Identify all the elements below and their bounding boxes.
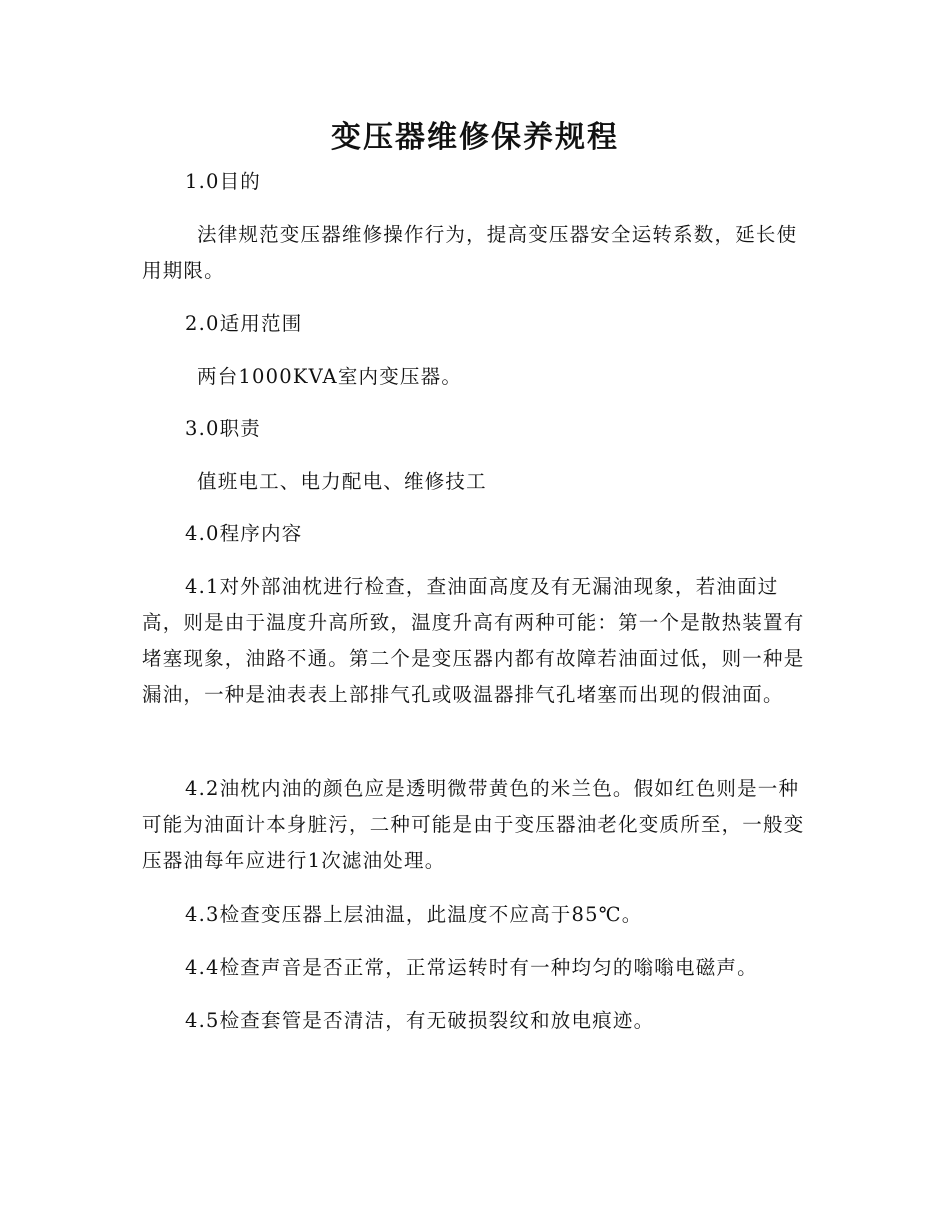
procedure-item-4-5: 4.5检查套管是否清洁，有无破损裂纹和放电痕迹。 [185,1009,655,1032]
section-body-responsibility: 值班电工、电力配电、维修技工 [197,470,487,493]
procedure-item-4-2: 4.2油枕内油的颜色应是透明微带黄色的米兰色。假如红色则是一种可能为油面计本身脏污，二种可能是由于变压器油老化变质所至，一般变压器油每年应进行1次滤油处理。 [142,777,805,872]
section-heading-scope: 2.0适用范围 [185,312,303,335]
procedure-item-4-3: 4.3检查变压器上层油温，此温度不应高于85℃。 [185,903,643,926]
procedure-item-4-1: 4.1对外部油枕进行检查，查油面高度及有无漏油现象，若油面过高，则是由于温度升高所致，温度升高有两种可能：第一个是散热装置有堵塞现象，油路不通。第二个是变压器内都有故障若油面过低，则一种是漏油，一种是油表表上部排气孔或吸温器排气孔堵塞而出现的假油面。 [142,575,805,706]
section-body-purpose: 法律规范变压器维修操作行为，提高变压器安全运转系数，延长使用期限。 [142,223,798,282]
procedure-item-4-4: 4.4检查声音是否正常，正常运转时有一种均匀的嗡嗡电磁声。 [185,956,758,979]
section-body-scope: 两台1000KVA室内变压器。 [197,365,463,388]
section-heading-purpose: 1.0目的 [185,170,262,193]
section-heading-responsibility: 3.0职责 [185,417,262,440]
section-heading-procedure: 4.0程序内容 [185,522,303,545]
document-title: 变压器维修保养规程 [331,120,619,155]
